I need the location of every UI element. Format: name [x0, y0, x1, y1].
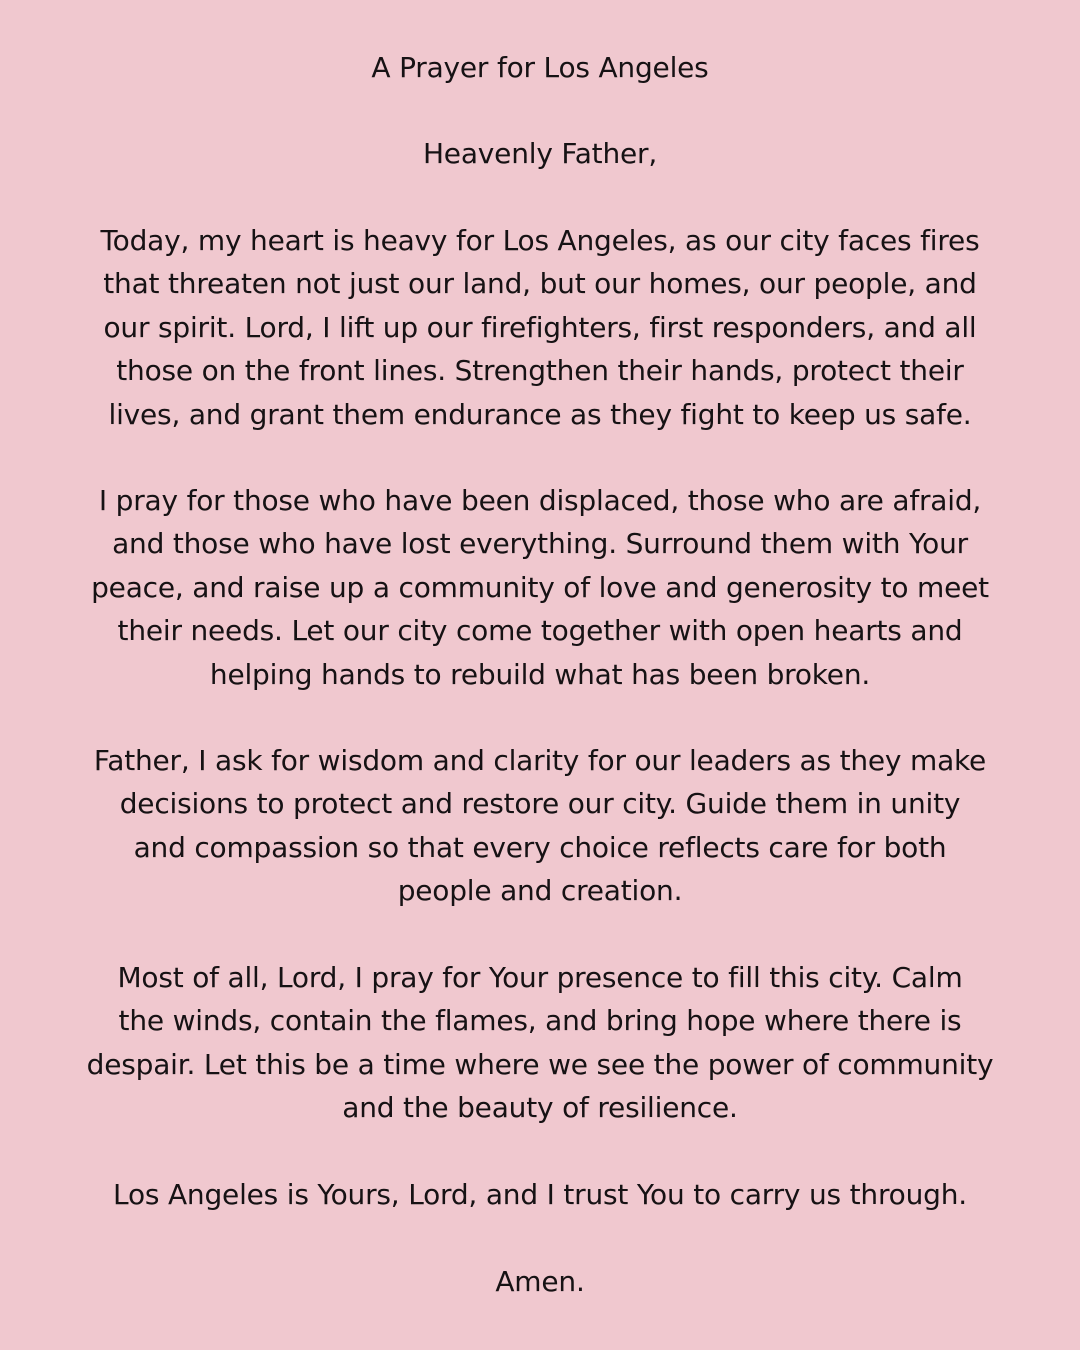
paragraph-line: Today, my heart is heavy for Los Angeles, as our city faces fires [100, 224, 980, 257]
paragraph-trust [40, 1173, 1040, 1216]
paragraph-line: people and creation. [397, 874, 683, 908]
paragraph-line: our spirit. Lord, I lift up our firefighters, first responders, and all [103, 310, 977, 344]
closing [40, 1260, 1040, 1303]
title-line: A Prayer for Los Angeles [371, 51, 709, 84]
paragraph-line: peace, and raise up a community of love and generosity to meet [91, 570, 989, 604]
paragraph-line: the winds, contain the flames, and bring hope where there is [118, 1004, 962, 1038]
paragraph-displaced [40, 479, 1040, 696]
paragraph-presence [40, 956, 1040, 1130]
closing-line: Amen. [495, 1265, 585, 1298]
paragraph-firefighters [40, 219, 1040, 436]
salutation-line: Heavenly Father, [422, 137, 658, 170]
paragraph-line: decisions to protect and restore our city. Guide them in unity [119, 787, 961, 821]
paragraph-line: and those who have lost everything. Surround them with Your [112, 527, 968, 561]
paragraph-line: and compassion so that every choice reflects care for both [133, 830, 947, 864]
paragraph-line: I pray for those who have been displaced, those who are afraid, [98, 484, 982, 517]
paragraph-line: lives, and grant them endurance as they fight to keep us safe. [108, 397, 972, 431]
paragraph-line: those on the front lines. Strengthen their hands, protect their [116, 354, 964, 388]
paragraph-line: Los Angeles is Yours, Lord, and I trust You to carry us through. [113, 1178, 967, 1211]
paragraph-line: despair. Let this be a time where we see the power of community [86, 1047, 994, 1081]
paragraph-line: helping hands to rebuild what has been broken. [209, 657, 871, 691]
paragraph-line: Most of all, Lord, I pray for Your presence to fill this city. Calm [117, 961, 963, 994]
salutation [40, 132, 1040, 175]
paragraph-line: and the beauty of resilience. [342, 1091, 738, 1125]
paragraph-line: their needs. Let our city come together with open hearts and [117, 614, 963, 648]
paragraph-line: Father, I ask for wisdom and clarity for our leaders as they make [93, 744, 987, 777]
prayer-title [40, 46, 1040, 89]
paragraph-line: that threaten not just our land, but our homes, our people, and [103, 267, 977, 301]
paragraph-leaders [40, 739, 1040, 913]
